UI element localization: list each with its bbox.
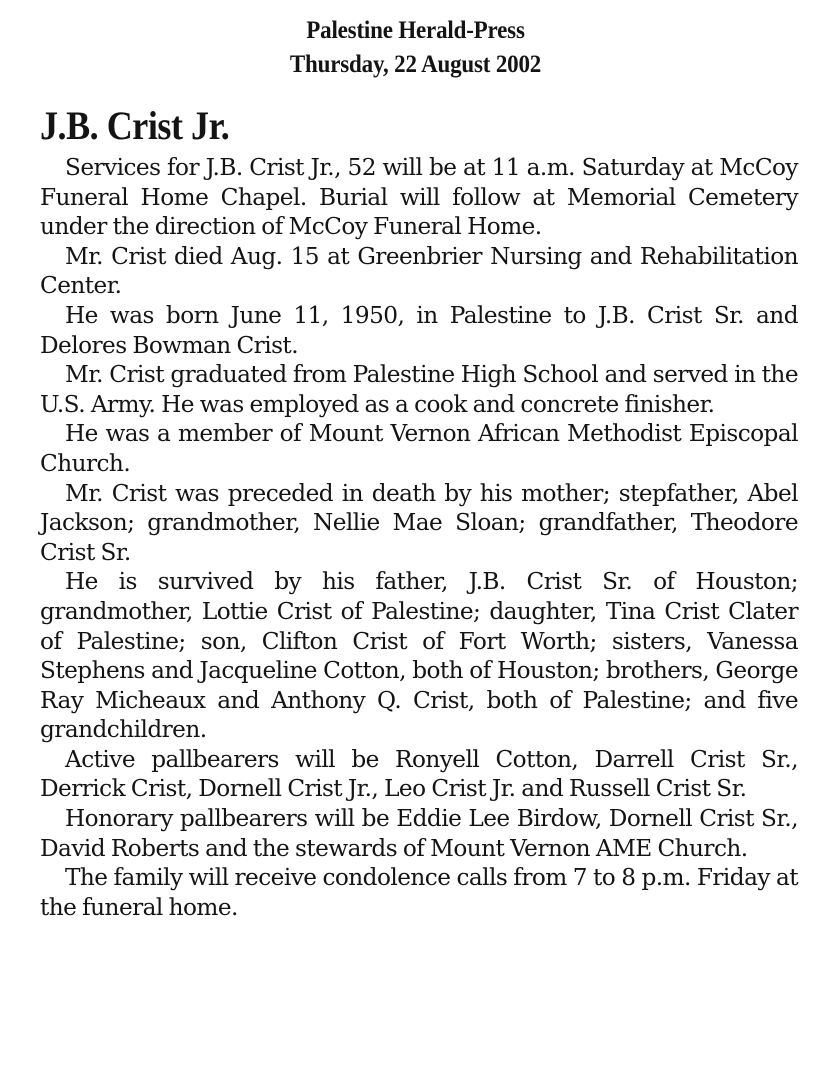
paragraph-church: He was a member of Mount Vernon African Methodist Episcopal Church. — [40, 420, 798, 477]
paragraph-education-career: Mr. Crist graduated from Palestine High School and served in the U.S. Army. He was employed as a cook and concrete finisher. — [40, 361, 798, 418]
paragraph-survivors: He is survived by his father, J.B. Crist Sr. of Houston; grandmother, Lottie Crist of Palestine; daughter, Tina Crist Clater of Palestine; son, Clifton Crist of Fort Worth; sisters, Vanessa Stephens and Jacqueline Cotton, both of Houston; brothers, George Ray Micheaux and Anthony Q. Crist, both of Palestine; and five grandchildren. — [40, 568, 798, 744]
paragraph-active-pallbearers: Active pallbearers will be Ronyell Cotton, Darrell Crist Sr., Derrick Crist, Dornell Crist Jr., Leo Crist Jr. and Russell Crist Sr. — [40, 745, 798, 803]
publication-date: Thursday, 22 August 2002 — [289, 51, 542, 78]
obituary-body — [40, 153, 798, 922]
publication-name: Palestine Herald-Press — [306, 17, 525, 44]
paragraph-preceded: Mr. Crist was preceded in death by his mother; stepfather, Abel Jackson; grandmother, Nellie Mae Sloan; grandfather, Theodore Crist Sr. — [40, 479, 798, 566]
paragraph-honorary-pallbearers: Honorary pallbearers will be Eddie Lee Birdow, Dornell Crist Sr., David Roberts and the stewards of Mount Vernon AME Church. — [40, 805, 798, 862]
masthead — [0, 14, 831, 82]
paragraph-death: Mr. Crist died Aug. 15 at Greenbrier Nursing and Rehabilitation Center. — [40, 242, 798, 300]
obituary-headline: J.B. Crist Jr. — [40, 103, 230, 148]
paragraph-birth: He was born June 11, 1950, in Palestine to J.B. Crist Sr. and Delores Bowman Crist. — [40, 301, 798, 359]
paragraph-condolences: The family will receive condolence calls from 7 to 8 p.m. Friday at the funeral home. — [40, 864, 798, 921]
paragraph-services: Services for J.B. Crist Jr., 52 will be at 11 a.m. Saturday at McCoy Funeral Home Chapel. Burial will follow at Memorial Cemetery under the direction of McCoy Funeral Home. — [40, 154, 798, 241]
